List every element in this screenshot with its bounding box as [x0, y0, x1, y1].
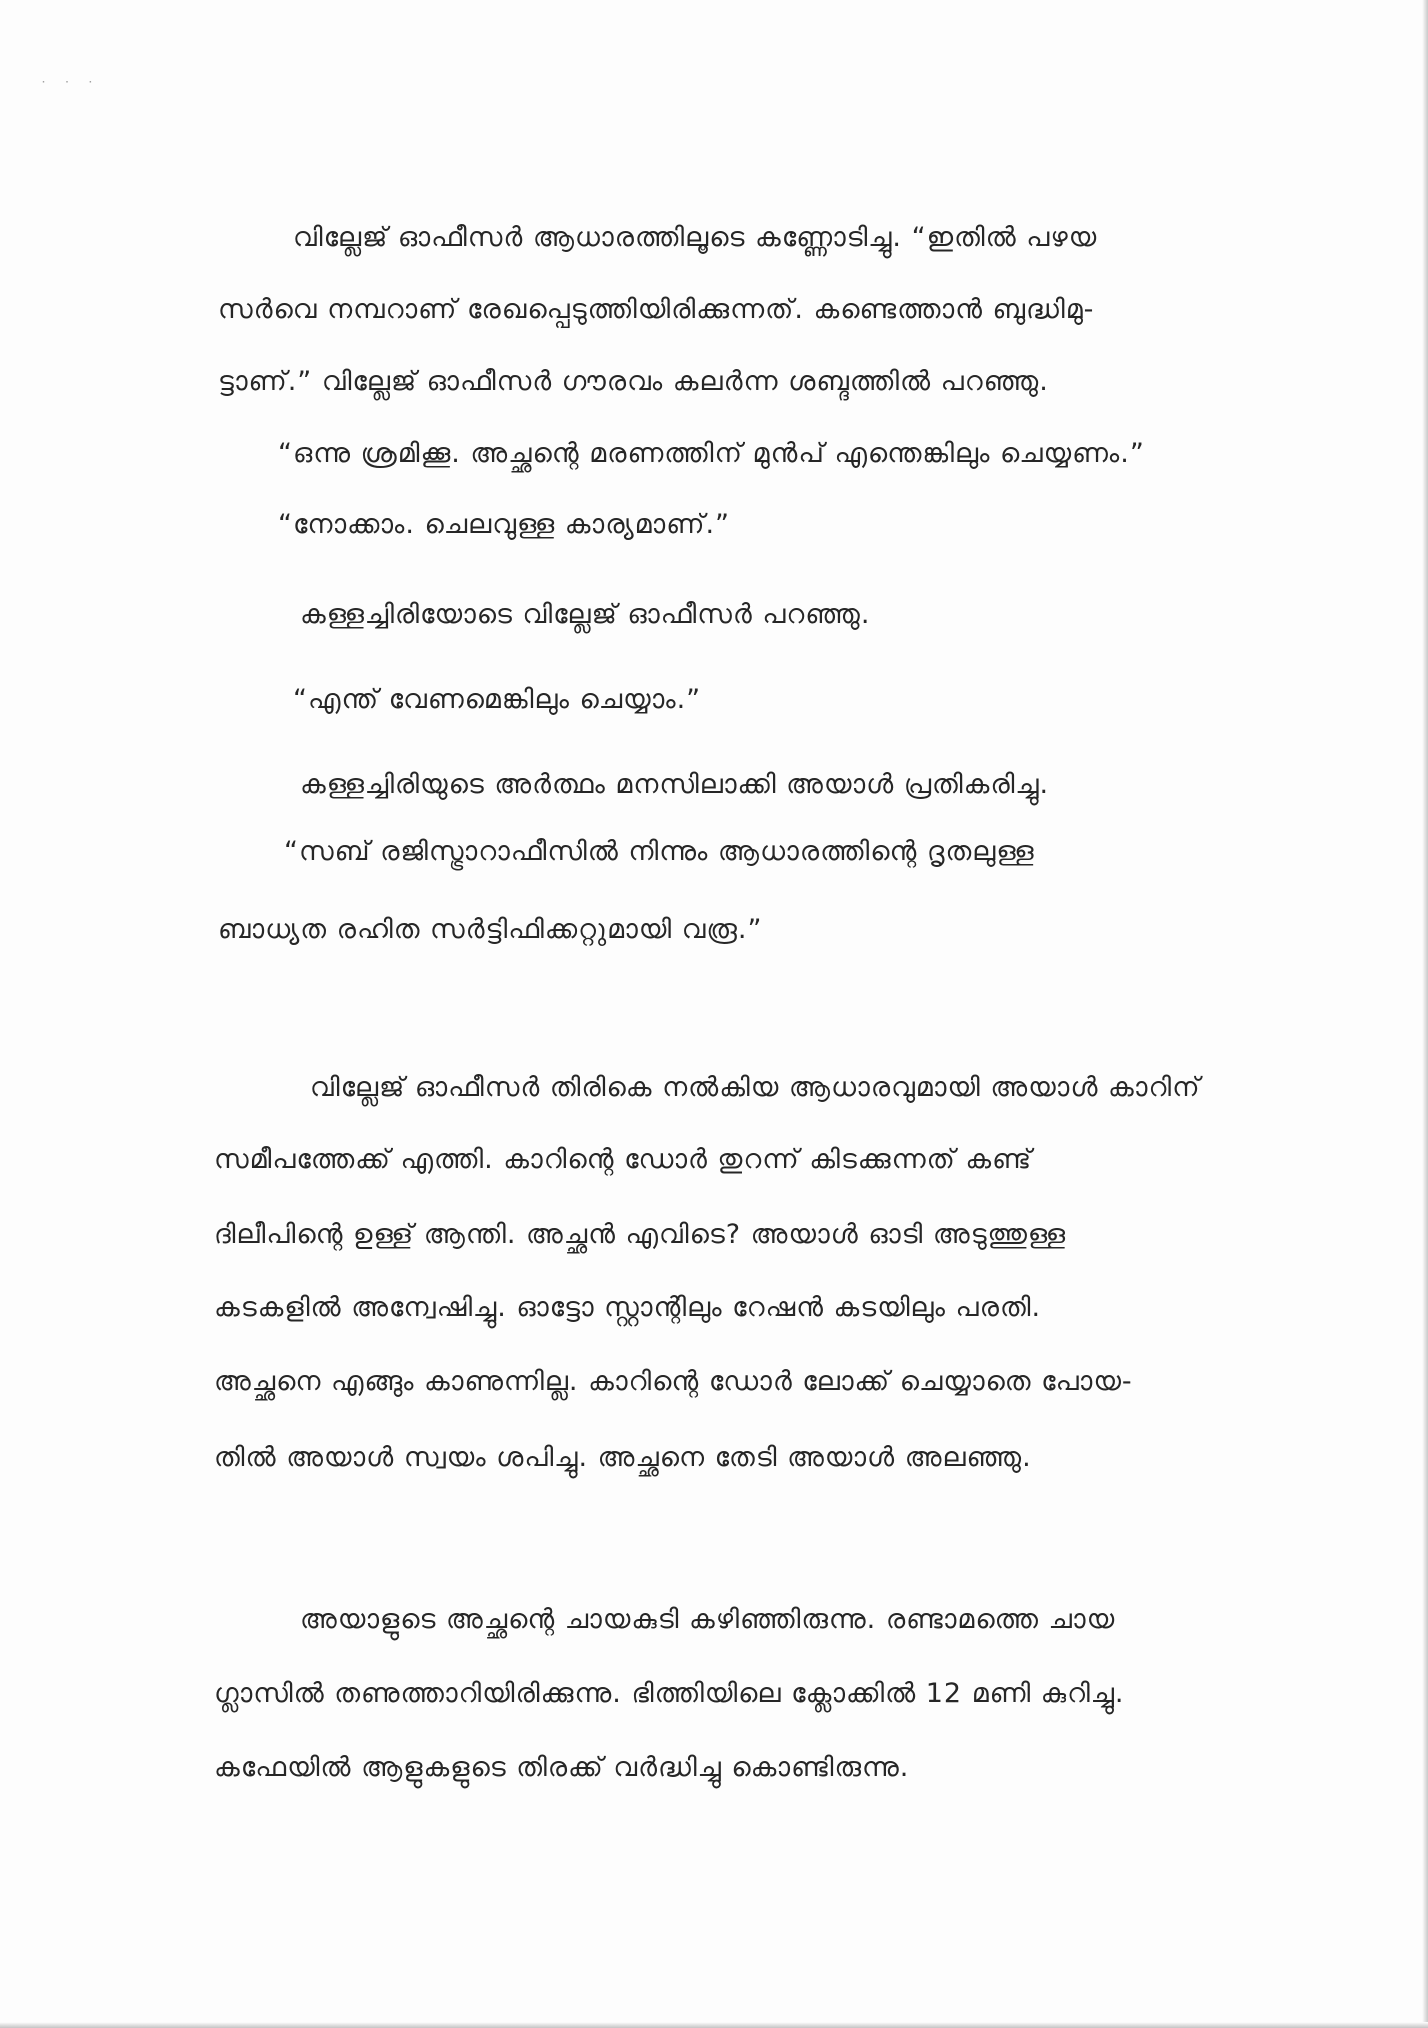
- text-line: കടകളിൽ അന്വേഷിച്ചു. ഓട്ടോ സ്റ്റാന്റിലും റേഷൻ കടയിലും പരതി.: [214, 1292, 1042, 1323]
- text-line: “നോക്കാം. ചെലവുള്ള കാര്യമാണ്.”: [278, 509, 731, 540]
- scan-edge-bottom: [0, 2022, 1428, 2028]
- text-line: ഗ്ലാസിൽ തണുത്താറിയിരിക്കുന്നു. ഭിത്തിയിലെ ക്ലോക്കിൽ 12 മണി കുറിച്ചു.: [214, 1678, 1125, 1709]
- text-line: അയാളുടെ അച്ഛന്റെ ചായകുടി കഴിഞ്ഞിരുന്നു. രണ്ടാമത്തെ ചായ: [300, 1604, 1116, 1635]
- text-line: സമീപത്തേക്ക് എത്തി. കാറിന്റെ ഡോർ തുറന്ന് കിടക്കുന്നത് കണ്ട്: [214, 1144, 1033, 1175]
- scan-specks: ˙ ˙ ˙: [40, 80, 100, 96]
- text-line: കഫേയിൽ ആളുകളുടെ തിരക്ക് വർദ്ധിച്ചു കൊണ്ടിരുന്നു.: [214, 1752, 910, 1783]
- text-line: ബാധ്യത രഹിത സർട്ടിഫിക്കറ്റുമായി വരൂ.”: [218, 914, 763, 945]
- text-line: ട്ടാണ്.” വില്ലേജ് ഓഫീസർ ഗൗരവം കലർന്ന ശബ്ദത്തിൽ പറഞ്ഞു.: [218, 366, 1049, 397]
- text-line: സർവെ നമ്പറാണ് രേഖപ്പെടുത്തിയിരിക്കുന്നത്. കണ്ടെത്താൻ ബുദ്ധിമു-: [218, 294, 1095, 325]
- text-line: തിൽ അയാൾ സ്വയം ശപിച്ചു. അച്ഛനെ തേടി അയാൾ അലഞ്ഞു.: [214, 1442, 1032, 1473]
- text-line: വില്ലേജ് ഓഫീസർ ആധാരത്തിലൂടെ കണ്ണോടിച്ചു. “ഇതിൽ പഴയ: [293, 222, 1098, 253]
- text-line: കള്ളച്ചിരിയോടെ വില്ലേജ് ഓഫീസർ പറഞ്ഞു.: [300, 599, 871, 630]
- text-line: വില്ലേജ് ഓഫീസർ തിരികെ നൽകിയ ആധാരവുമായി അയാൾ കാറിന്: [310, 1072, 1201, 1103]
- text-line: ദിലീപിന്റെ ഉള്ള് ആന്തി. അച്ഛൻ എവിടെ? അയാൾ ഓടി അടുത്തുള്ള: [214, 1219, 1067, 1250]
- text-line: കള്ളച്ചിരിയുടെ അർത്ഥം മനസിലാക്കി അയാൾ പ്രതികരിച്ചു.: [300, 769, 1050, 800]
- text-line: അച്ഛനെ എങ്ങും കാണുന്നില്ല. കാറിന്റെ ഡോർ ലോക്ക് ചെയ്യാതെ പോയ-: [214, 1366, 1133, 1397]
- text-line: “ഒന്നു ശ്രമിക്കൂ. അച്ഛന്റെ മരണത്തിന് മുൻപ് എന്തെങ്കിലും ചെയ്യണം.”: [278, 438, 1145, 469]
- text-line: “സബ് രജിസ്ട്രാറാഫീസിൽ നിന്നും ആധാരത്തിന്റെ ദൃതലുള്ള: [284, 836, 1035, 867]
- text-line: “എന്ത് വേണമെങ്കിലും ചെയ്യാം.”: [293, 684, 702, 715]
- scan-edge-right: [1422, 0, 1428, 2028]
